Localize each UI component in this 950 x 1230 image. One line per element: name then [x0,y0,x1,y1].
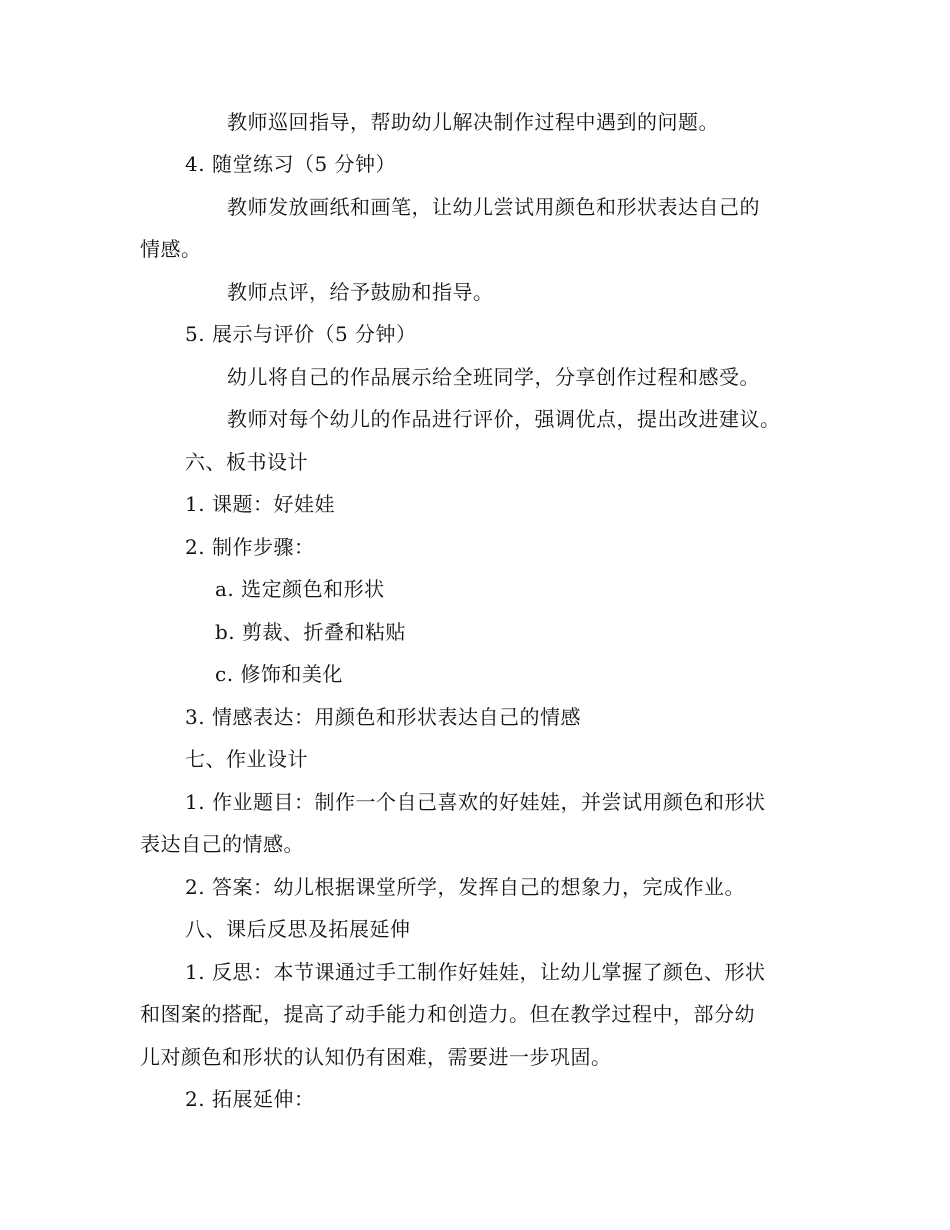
paragraph-line: 教师点评，给予鼓励和指导。 [227,280,494,304]
list-item-heading: 4. 随堂练习（5 分钟） [185,152,397,176]
list-item: 2. 答案：幼儿根据课堂所学，发挥自己的想象力，完成作业。 [185,875,745,899]
list-item: 1. 课题：好娃娃 [185,492,335,516]
paragraph-line: 儿对颜色和形状的认知仍有困难，需要进一步巩固。 [140,1045,612,1069]
paragraph-line: 和图案的搭配，提高了动手能力和创造力。但在教学过程中，部分幼 [140,1002,755,1026]
paragraph-line: 教师巡回指导，帮助幼儿解决制作过程中遇到的问题。 [227,110,719,134]
list-item: 1. 反思：本节课通过手工制作好娃娃，让幼儿掌握了颜色、形状 [185,960,766,984]
sub-list-item: a. 选定颜色和形状 [215,577,385,601]
paragraph-line: 教师发放画纸和画笔，让幼儿尝试用颜色和形状表达自己的 [227,195,760,219]
paragraph-line: 幼儿将自己的作品展示给全班同学，分享创作过程和感受。 [227,365,760,389]
section-heading: 八、课后反思及拓展延伸 [185,917,411,941]
list-item: 2. 拓展延伸： [185,1087,315,1111]
paragraph-line: 表达自己的情感。 [140,832,304,856]
paragraph-line: 教师对每个幼儿的作品进行评价，强调优点，提出改进建议。 [227,407,781,431]
section-heading: 六、板书设计 [185,450,308,474]
sub-list-item: c. 修饰和美化 [215,662,343,686]
list-item: 2. 制作步骤： [185,535,315,559]
paragraph-line: 情感。 [140,237,202,261]
list-item-heading: 5. 展示与评价（5 分钟） [185,322,417,346]
list-item: 1. 作业题目：制作一个自己喜欢的好娃娃，并尝试用颜色和形状 [185,790,766,814]
section-heading: 七、作业设计 [185,747,308,771]
sub-list-item: b. 剪裁、折叠和粘贴 [215,620,407,644]
list-item: 3. 情感表达：用颜色和形状表达自己的情感 [185,705,581,729]
